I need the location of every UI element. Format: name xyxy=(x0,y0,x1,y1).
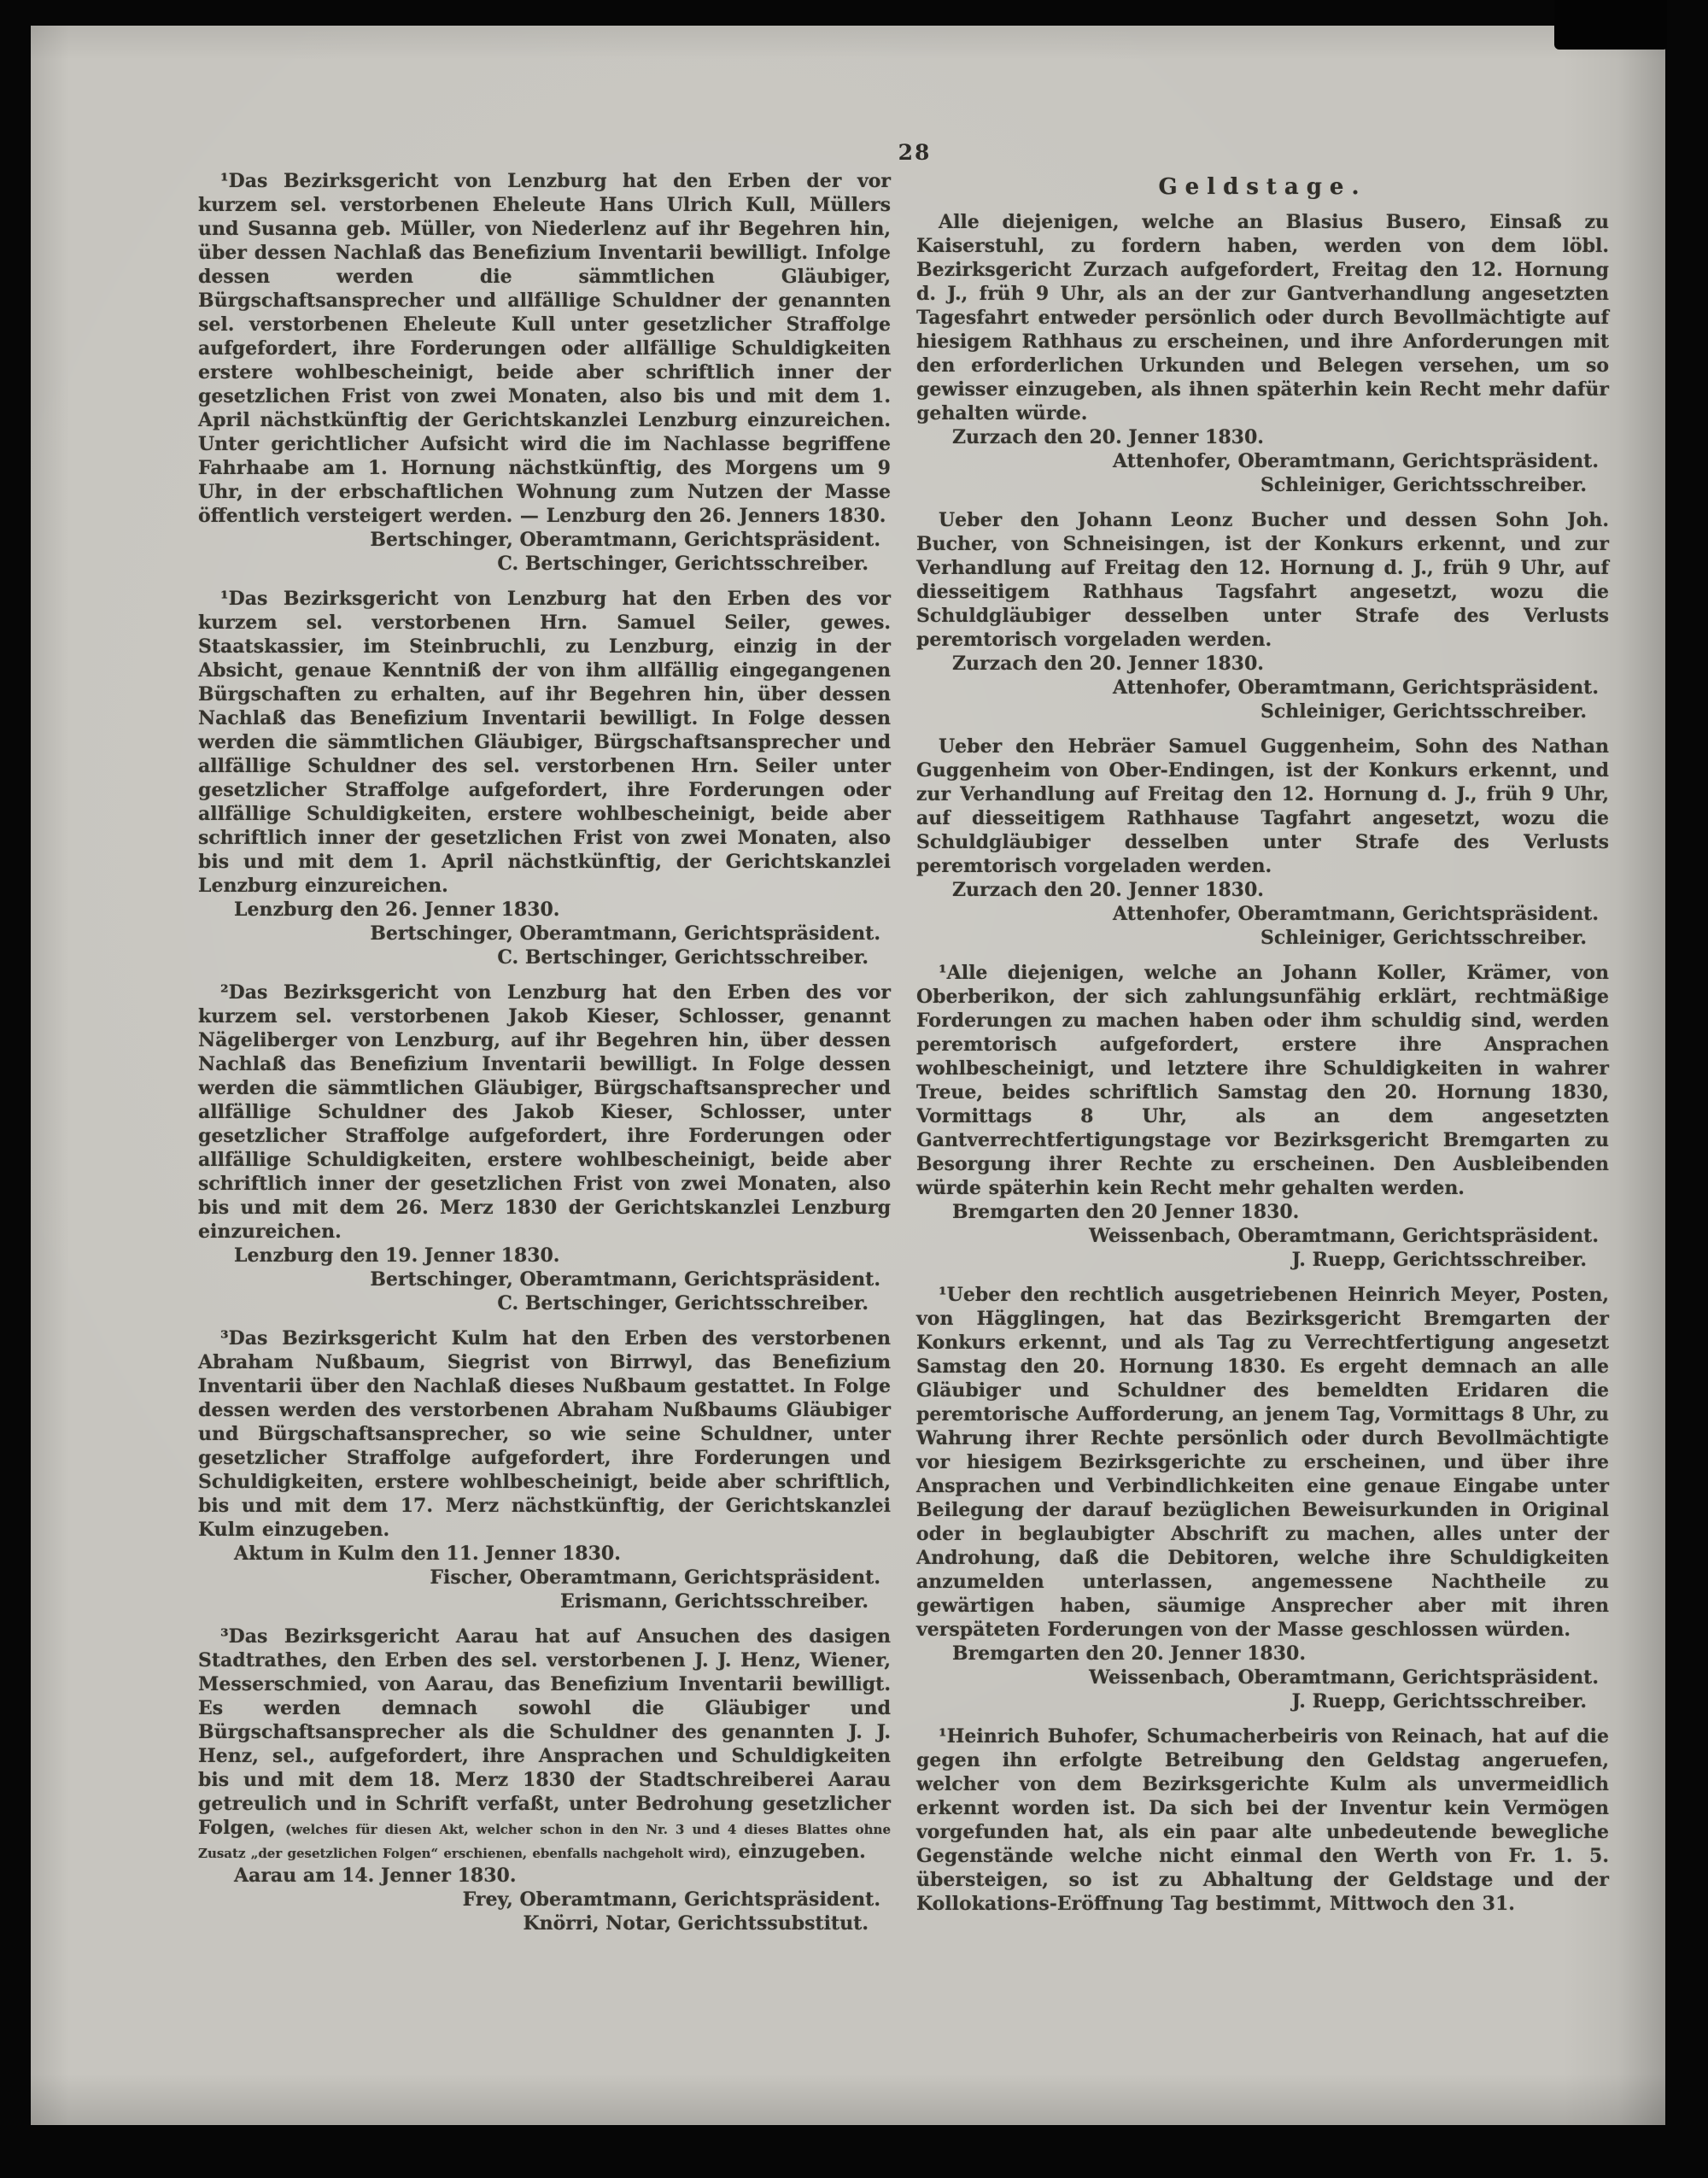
signature-president: Attenhofer, Oberamtmann, Gerichtspräsident. xyxy=(1113,676,1599,699)
signature-clerk: Schleiniger, Gerichtsschreiber. xyxy=(1260,927,1587,949)
signature-clerk: C. Bertschinger, Gerichtsschreiber. xyxy=(497,1292,869,1314)
notice-body-tail: einzugeben. xyxy=(738,1841,866,1863)
dateline: Aarau am 14. Jenner 1830. xyxy=(234,1865,517,1887)
signature-clerk: C. Bertschinger, Gerichtsschreiber. xyxy=(497,946,869,969)
signature-clerk: Erismann, Gerichtsschreiber. xyxy=(560,1590,869,1613)
notice-meyer xyxy=(916,1283,1609,1713)
dateline: Aktum in Kulm den 11. Jenner 1830. xyxy=(234,1543,621,1565)
dateline: Lenzburg den 26. Jenner 1830. xyxy=(234,899,560,921)
notice-body: ¹Heinrich Buhofer, Schumacherbeiris von Reinach, hat auf die gegen ihn erfolgte Betreibung den Geldstag angeruefen, welcher von dem Bezirksgerichte Kulm als unvermeidlich erkennt worden ist. Da sich bei der Inventur kein Vermögen vorgefunden hat, als ein paar alte unbedeutende bewegliche Gegenstände welche nicht einmal den Werth von Fr. 1. 5. übersteigen, so ist zu Abhaltung der Geldstage und der Kollokations-Eröffnung Tag bestimmt, Mittwoch den 31. xyxy=(916,1725,1609,1915)
signature-president: Bertschinger, Oberamtmann, Gerichtspräsident. xyxy=(370,529,880,551)
signature-clerk: Schleiniger, Gerichtsschreiber. xyxy=(1260,700,1587,723)
notice-body: ¹Das Bezirksgericht von Lenzburg hat den Erben des vor kurzem sel. verstorbenen Hrn. Samuel Seiler, gewes. Staatskassier, im Steinbruchli, zu Lenzburg, einzig in der Absicht, genaue Kenntniß der von ihm allfällig eingegangenen Bürgschaften zu erhalten, auf ihr Begehren hin, über dessen Nachlaß das Benefizium Inventarii bewilligt. In Folge dessen werden die sämmtlichen Gläubiger, Bürgschaftsansprecher und allfällige Schuldner des sel. verstorbenen Hrn. Seiler unter gesetzlicher Straffolge aufgefordert, ihre Forderungen oder allfällige Schuldigkeiten, erstere wohlbescheinigt, beide aber schriftlich inner der gesetzlichen Frist von zwei Monaten, also bis und mit dem 1. April nächstkünftig, der Gerichtskanzlei Lenzburg einzureichen. xyxy=(198,588,891,897)
signature-clerk: J. Ruepp, Gerichtsschreiber. xyxy=(1291,1690,1587,1713)
signature-president: Attenhofer, Oberamtmann, Gerichtspräsident. xyxy=(1113,903,1599,925)
section-heading-geldstage: Geldstage. xyxy=(1158,174,1367,200)
notice-busero xyxy=(916,210,1609,497)
signature-clerk: J. Ruepp, Gerichtsschreiber. xyxy=(1291,1249,1587,1271)
notice-body xyxy=(198,1625,891,1864)
left-column xyxy=(198,169,891,1947)
notice-buhofer xyxy=(916,1724,1609,1916)
columns-container xyxy=(198,169,1609,1947)
signature-president: Weissenbach, Oberamtmann, Gerichtspräsident. xyxy=(1089,1225,1599,1247)
notice-body: ¹Alle diejenigen, welche an Johann Koller, Krämer, von Oberberikon, der sich zahlungsunfähig erklärt, rechtmäßige Forderungen zu machen haben oder ihm schuldig sind, werden peremtorisch aufgefordert, erstere ihre Ansprachen wohlbescheinigt, und letztere ihre Schuldigkeiten in wahrer Treue, beides schriftlich Samstag den 20. Hornung 1830, Vormittags 8 Uhr, als an dem angesetzten Gantverrechtfertigungstage vor Bezirksgericht Bremgarten zu Besorgung ihrer Rechte zu erscheinen. Den Ausbleibenden würde späterhin kein Recht mehr gehalten werden. xyxy=(916,962,1609,1199)
notice-body: ¹Ueber den rechtlich ausgetriebenen Heinrich Meyer, Posten, von Hägglingen, hat das Bezirksgericht Bremgarten der Konkurs erkennt, und als Tag zu Verrechtfertigung angesetzt Samstag den 20. Hornung 1830. Es ergeht demnach an alle Gläubiger und Schuldner des bemeldten Eridaren die peremtorische Aufforderung, an jenem Tag, Vormittags 8 Uhr, zu Wahrung ihrer Rechte persönlich oder durch Bevollmächtigte vor hiesigem Bezirksgerichte zu erscheinen, und über ihre Ansprachen und Verbindlichkeiten eine genaue Eingabe unter Beilegung der darauf bezüglichen Beweisurkunden in Original oder in beglaubigter Abschrift zu machen, alles unter der Androhung, daß die Debitoren, welche ihre Schuldigkeiten anzumelden unterlassen, angemessene Nachtheile zu gewärtigen haben, säumige Ansprecher aber mit ihren verspäteten Forderungen von der Masse geschlossen würden. xyxy=(916,1284,1609,1641)
signature-clerk: Knörri, Notar, Gerichtssubstitut. xyxy=(523,1912,869,1935)
notice-nussbaum xyxy=(198,1326,891,1613)
dateline: Lenzburg den 19. Jenner 1830. xyxy=(234,1244,560,1267)
dateline: Bremgarten den 20 Jenner 1830. xyxy=(952,1201,1300,1223)
notice-body: ³Das Bezirksgericht Kulm hat den Erben des verstorbenen Abraham Nußbaum, Siegrist von Birrwyl, das Benefizium Inventarii über den Nachlaß dieses Nußbaum gestattet. In Folge dessen werden des verstorbenen Abraham Nußbaums Gläubiger und Bürgschaftsansprecher, so wie seine Schuldner, unter gesetzlicher Straffolge aufgefordert, ihre Forderungen und Schuldigkeiten, erstere wohlbescheinigt, beide aber schriftlich, bis und mit dem 17. Merz nächstkünftig, der Gerichtskanzlei Kulm einzugeben. xyxy=(198,1327,891,1541)
dateline: Bremgarten den 20. Jenner 1830. xyxy=(952,1642,1307,1665)
signature-president: Bertschinger, Oberamtmann, Gerichtspräsident. xyxy=(370,1268,880,1291)
notice-body-smallprint: (welches für diesen Akt, welcher schon in den Nr. 3 und 4 dieses Blattes ohne Zusatz „der gesetzlichen Folgen“ erschienen, ebenfalls nachgeholt wird), xyxy=(198,1822,891,1861)
notice-body: Alle diejenigen, welche an Blasius Busero, Einsaß zu Kaiserstuhl, zu fordern haben, werden von dem löbl. Bezirksgericht Zurzach aufgefordert, Freitag den 12. Hornung d. J., früh 9 Uhr, als an der zur Gantverhandlung angesetzten Tagesfahrt entweder persönlich oder durch Bevollmächtigte auf hiesigem Rathhaus zu erscheinen, und ihre Anforderungen mit den erforderlichen Urkunden und Belegen versehen, um so gewisser einzugeben, als ihnen späterhin kein Recht mehr dafür gehalten würde. xyxy=(916,211,1609,424)
notice-seiler xyxy=(198,587,891,969)
notice-body: Ueber den Johann Leonz Bucher und dessen Sohn Joh. Bucher, von Schneisingen, ist der Konkurs erkennt, und zur Verhandlung auf Freitag den 12. Hornung d. J., früh 9 Uhr, auf diesseitigem Rathhaus Tagsfahrt angesetzt, wozu die Schuldgläubiger desselben unter Strafe des Verlusts peremtorisch vorgeladen werden. xyxy=(916,509,1609,651)
notice-body: Ueber den Hebräer Samuel Guggenheim, Sohn des Nathan Guggenheim von Ober-Endingen, ist der Konkurs erkennt, und zur Verhandlung auf Freitag den 12. Hornung d. J., früh 9 Uhr, auf diesseitigem Rathhause Tagfahrt angesetzt, wozu die Schuldgläubiger desselben unter Strafe des Verlusts peremtorisch vorgeladen werden. xyxy=(916,735,1609,877)
scanned-newspaper-page xyxy=(31,26,1665,2125)
notice-body-main: ³Das Bezirksgericht Aarau hat auf Ansuchen des dasigen Stadtrathes, den Erben des sel. verstorbenen J. J. Henz, Wiener, Messerschmied, von Aarau, das Benefizium Inventarii bewilligt. Es werden demnach sowohl die Gläubiger und Bürgschaftsansprecher als die Schuldner des genannten J. J. Henz, sel., aufgefordert, ihre Ansprachen und Schuldigkeiten bis und mit dem 18. Merz 1830 der Stadtschreiberei Aarau getreulich und in Schrift verfaßt, unter Bedrohung gesetzlicher Folgen, xyxy=(198,1625,891,1839)
page-number: 28 xyxy=(898,140,932,165)
signature-president: Bertschinger, Oberamtmann, Gerichtspräsident. xyxy=(370,922,880,945)
signature-president: Attenhofer, Oberamtmann, Gerichtspräsident. xyxy=(1113,450,1599,472)
notice-guggenheim xyxy=(916,735,1609,950)
notice-bucher xyxy=(916,508,1609,723)
notice-body: ²Das Bezirksgericht von Lenzburg hat den Erben des vor kurzem sel. verstorbenen Jakob Kieser, Schlosser, genannt Nägeliberger von Lenzburg, auf ihr Begehren hin, über dessen Nachlaß das Benefizium Inventarii bewilligt. In Folge dessen werden die sämmtlichen Gläubiger, Bürgschaftsansprecher und allfällige Schuldner des Jakob Kieser, Schlosser, unter gesetzlicher Straffolge aufgefordert, ihre Forderungen oder allfällige Schuldigkeiten, erstere wohlbescheinigt, beide aber schriftlich inner der gesetzlichen Frist von zwei Monaten, also bis und mit dem 26. Merz 1830 der Gerichtskanzlei Lenzburg einzureichen. xyxy=(198,981,891,1243)
signature-president: Weissenbach, Oberamtmann, Gerichtspräsident. xyxy=(1089,1666,1599,1689)
dateline: Zurzach den 20. Jenner 1830. xyxy=(952,426,1264,448)
notice-body: ¹Das Bezirksgericht von Lenzburg hat den Erben der vor kurzem sel. verstorbenen Eheleute Hans Ulrich Kull, Müllers und Susanna geb. Müller, von Niederlenz auf ihr Begehren hin, über dessen Nachlaß das Benefizium Inventarii bewilligt. Infolge dessen werden die sämmtlichen Gläubiger, Bürgschaftsansprecher und allfällige Schuldner der genannten sel. verstorbenen Eheleute Kull unter gesetzlicher Straffolge aufgefordert, ihre Forderungen oder allfällige Schuldigkeiten erstere wohlbescheinigt, beide aber schriftlich inner der gesetzlichen Frist von zwei Monaten, also bis und mit dem 1. April nächstkünftig der Gerichtskanzlei Lenzburg einzureichen. Unter gerichtlicher Aufsicht wird die im Nachlasse begriffene Fahrhaabe am 1. Hornung nächstkünftig, des Morgens um 9 Uhr, in der erbschaftlichen Wohnung zum Nutzen der Masse öffentlich versteigert werden. — Lenzburg den 26. Jenners 1830. xyxy=(198,170,891,527)
notice-kieser xyxy=(198,981,891,1315)
notice-kull xyxy=(198,169,891,576)
scan-border-corner-patch xyxy=(1554,0,1667,50)
signature-president: Frey, Oberamtmann, Gerichtspräsident. xyxy=(462,1888,880,1911)
signature-clerk: C. Bertschinger, Gerichtsschreiber. xyxy=(497,553,869,575)
signature-clerk: Schleiniger, Gerichtsschreiber. xyxy=(1260,474,1587,496)
notice-henz xyxy=(198,1625,891,1935)
right-column xyxy=(916,169,1609,1947)
notice-koller xyxy=(916,961,1609,1272)
signature-president: Fischer, Oberamtmann, Gerichtspräsident. xyxy=(430,1566,880,1589)
dateline: Zurzach den 20. Jenner 1830. xyxy=(952,653,1264,675)
dateline: Zurzach den 20. Jenner 1830. xyxy=(952,879,1264,901)
